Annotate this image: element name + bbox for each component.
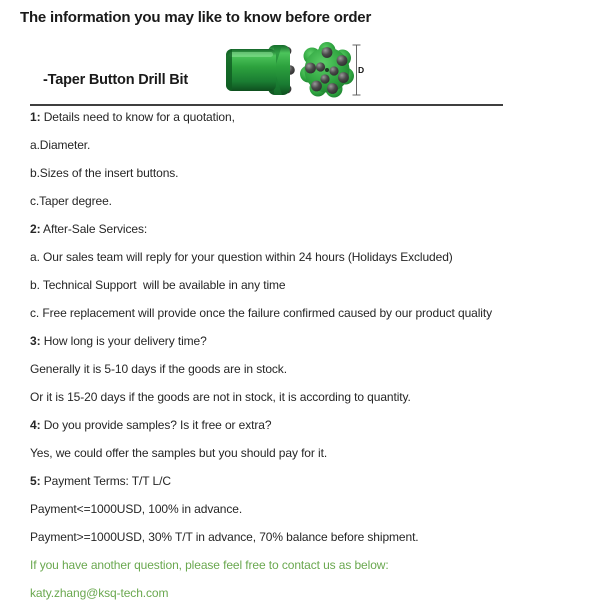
samples-answer	[30, 439, 592, 467]
contact-prompt	[30, 551, 592, 579]
product-label: -Taper Button Drill Bit	[43, 72, 188, 88]
delivery-heading	[30, 327, 592, 355]
line-text: Generally it is 5-10 days if the goods are in stock.	[30, 362, 287, 376]
aftersale-item-a	[30, 243, 592, 271]
delivery-in-stock	[30, 355, 592, 383]
drill-bit-diagram	[224, 38, 364, 102]
line-number: 2:	[30, 222, 41, 236]
line-text: b. Technical Support will be available in any time	[30, 278, 286, 292]
line-number: 1:	[30, 110, 41, 124]
line-text: Payment Terms: T/T L/C	[40, 474, 171, 488]
line-text: katy.zhang@ksq-tech.com	[30, 586, 169, 600]
line-text: a.Diameter.	[30, 138, 91, 152]
line-text: a. Our sales team will reply for your question within 24 hours (Holidays Excluded)	[30, 250, 453, 264]
contact-email	[30, 579, 592, 607]
quotation-item-b	[30, 159, 592, 187]
drill-bit-side-view-icon	[226, 45, 295, 95]
line-text: Payment<=1000USD, 100% in advance.	[30, 502, 243, 516]
aftersale-item-c	[30, 299, 592, 327]
dimension-label: D	[358, 65, 364, 75]
line-text: If you have another question, please feel free to contact us as below:	[30, 558, 389, 572]
line-text: Or it is 15-20 days if the goods are not in stock, it is according to quantity.	[30, 390, 411, 404]
samples-heading	[30, 411, 592, 439]
line-text: Yes, we could offer the samples but you should pay for it.	[30, 446, 328, 460]
line-text: b.Sizes of the insert buttons.	[30, 166, 179, 180]
line-text: Details need to know for a quotation,	[40, 110, 235, 124]
payment-heading	[30, 467, 592, 495]
payment-under-1000	[30, 495, 592, 523]
line-text: c.Taper degree.	[30, 194, 112, 208]
line-text: Payment>=1000USD, 30% T/T in advance, 70% balance before shipment.	[30, 530, 419, 544]
line-number: 5:	[30, 474, 41, 488]
line-text: How long is your delivery time?	[40, 334, 207, 348]
payment-over-1000	[30, 523, 592, 551]
aftersale-heading	[30, 215, 592, 243]
line-text: After-Sale Services:	[40, 222, 148, 236]
line-text: c. Free replacement will provide once the failure confirmed caused by our product quality	[30, 306, 493, 320]
aftersale-item-b	[30, 271, 592, 299]
quotation-item-a	[30, 131, 592, 159]
line-text: Do you provide samples? Is it free or extra?	[40, 418, 272, 432]
page-title: The information you may like to know before order	[20, 9, 372, 26]
quotation-item-c	[30, 187, 592, 215]
drill-bit-front-view-icon	[300, 42, 354, 98]
delivery-not-in-stock	[30, 383, 592, 411]
line-number: 4:	[30, 418, 41, 432]
quotation-heading	[30, 103, 592, 131]
document-body	[30, 103, 592, 607]
line-number: 3:	[30, 334, 41, 348]
